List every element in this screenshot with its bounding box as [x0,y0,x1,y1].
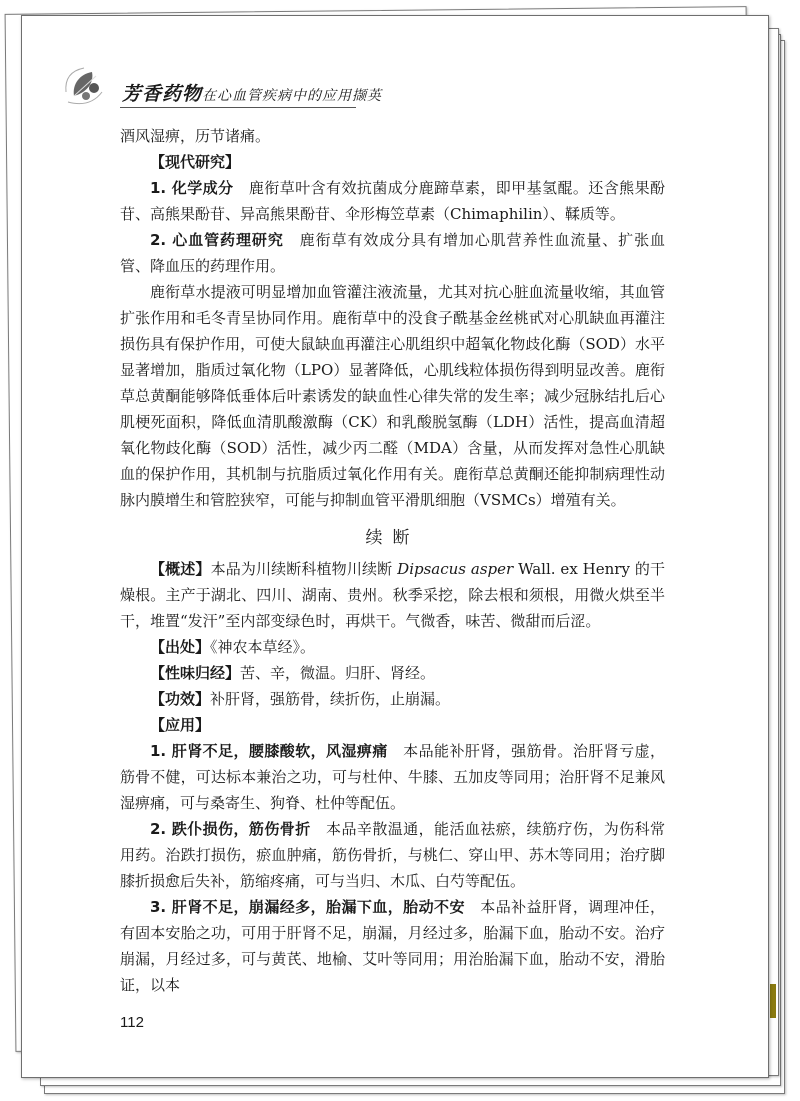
effect-paragraph: 【功效】补肝肾，强筋骨，续折伤，止崩漏。 [150,690,451,708]
application-item: 2. 跌仆损伤，筋伤骨折 本品辛散温通，能活血祛瘀，续筋疗伤，为伤科常用药。治跌打损伤，瘀血肿痛，筋伤骨折，与桃仁、穿山甲、苏木等同用；治疗脚膝折损愈后失补，筋缩疼痛，可与当归、木瓜、白芍等配伍。 [120,820,665,890]
application-item: 3. 肝肾不足，崩漏经多，胎漏下血，胎动不安 本品补益肝肾，调理冲任，有固本安胎之功，可用于肝肾不足，崩漏，月经过多，胎漏下血，胎动不安。治疗崩漏，月经过多，可与黄芪、地榆、艾叶等同用；用治胎漏下血，胎动不安，滑胎证，以本 [120,898,665,994]
page-number: 112 [120,1014,144,1031]
overview-paragraph: 【概述】本品为川续断科植物川续断 Dipsacus asper Wall. ex Henry 的干燥根。主产于湖北、四川、湖南、贵州。秋季采挖，除去根和须根，用微火烘至半干，堆置“发汗”至内部变绿色时，再烘干。气微香，味苦、微甜而后涩。 [120,560,665,630]
running-header [60,62,383,112]
application-heading: 【应用】 [150,716,211,734]
section-heading: 【现代研究】 [150,153,241,171]
research-paragraph: 鹿衔草水提液可明显增加血管灌注液流量，尤其对抗心脏血流量收缩，其血管扩张作用和毛冬青呈协同作用。鹿衔草中的没食子酰基金丝桃甙对心肌缺血再灌注损伤具有保护作用，可使大鼠缺血再灌注心肌组织中超氧化物歧化酶（SOD）水平显著增加，脂质过氧化物（LPO）显著降低，心肌线粒体损伤得到明显改善。鹿衔草总黄酮能够降低垂体后叶素诱发的缺血性心律失常的发生率；减少冠脉结扎后心肌梗死面积，降低血清肌酸激酶（CK）和乳酸脱氢酶（LDH）活性，提高血清超氧化物歧化酶（SOD）活性，减少丙二醛（MDA）含量，从而发挥对急性心肌缺血的保护作用，其机制与抗脂质过氧化作用有关。鹿衔草总黄酮还能抑制病理性动脉内膜增生和管腔狭窄，可能与抑制血管平滑肌细胞（VSMCs）增殖有关。 [120,283,665,509]
continuation-text: 酒风湿痹，历节诸痛。 [120,127,271,145]
book-title: 芳香药物在心血管疾病中的应用撷英 [122,83,383,105]
header-rule [120,107,356,108]
page-tab-marker [770,984,776,1018]
source-paragraph: 【出处】《神农本草经》。 [150,638,316,656]
research-item: 2. 心血管药理研究 鹿衔草有效成分具有增加心肌营养性血流量、扩张血管、降血压的药理作用。 [120,231,665,275]
research-item: 1. 化学成分 鹿衔草叶含有效抗菌成分鹿蹄草素，即甲基氢醌。还含熊果酚苷、高熊果酚苷、异高熊果酚苷、伞形梅笠草素（Chimaphilin）、鞣质等。 [120,179,665,223]
herb-leaf-icon [60,62,108,110]
application-item: 1. 肝肾不足，腰膝酸软，风湿痹痛 本品能补肝肾，强筋骨。治肝肾亏虚，筋骨不健，可达标本兼治之功，可与杜仲、牛膝、五加皮等同用；治肝肾不足兼风湿痹痛，可与桑寄生、狗脊、杜仲等配伍。 [120,742,665,812]
page-body [120,123,665,1036]
nature-paragraph: 【性味归经】苦、辛，微温。归肝、肾经。 [150,664,436,682]
herb-title: 续断 [365,528,420,548]
